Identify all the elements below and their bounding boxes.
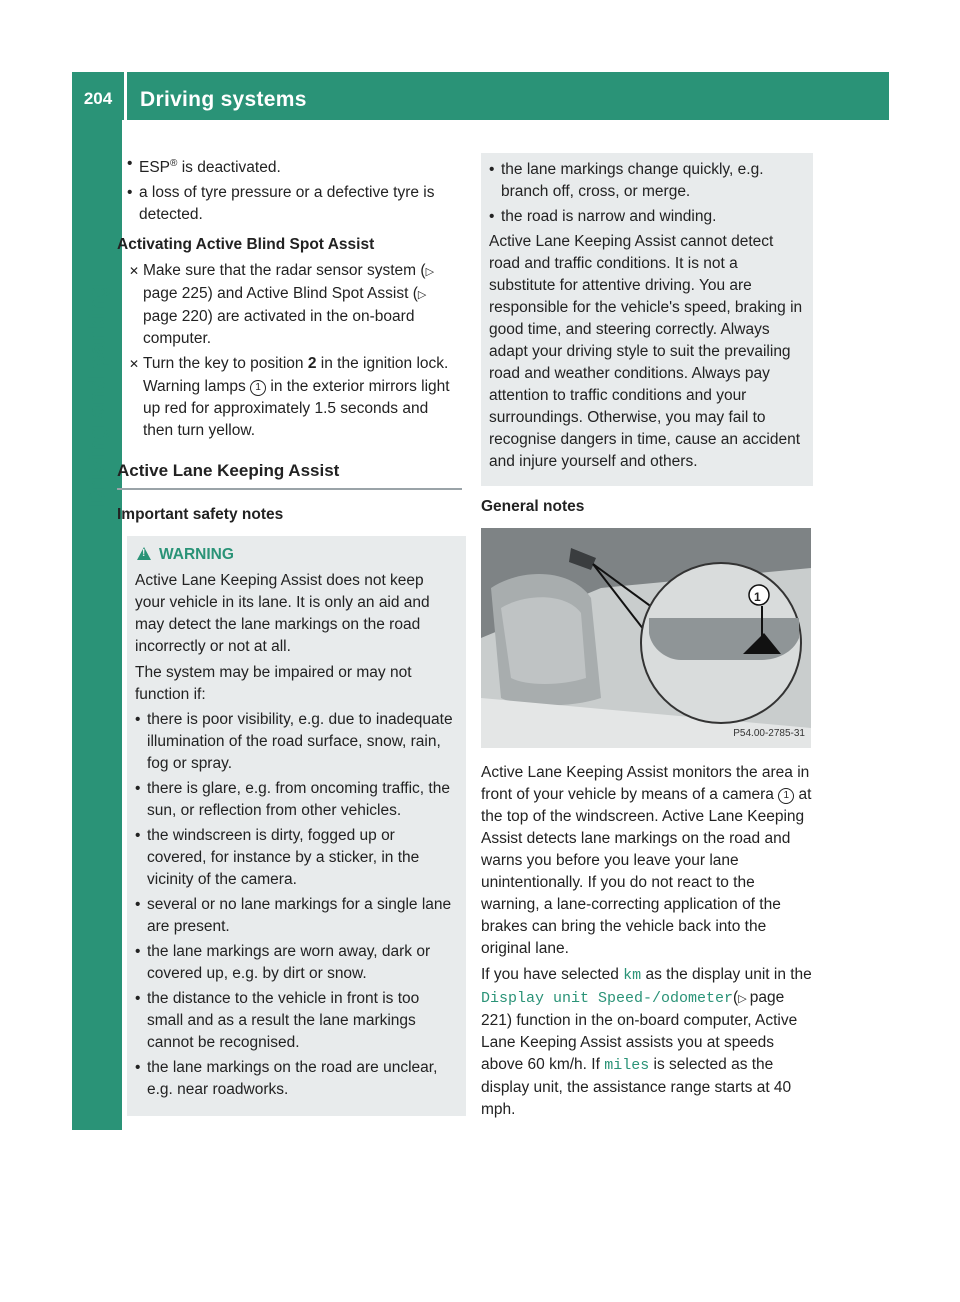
menu-display-unit: Display unit Speed-/odometer xyxy=(481,990,734,1007)
step-item xyxy=(117,353,462,375)
warning-paragraph: Active Lane Keeping Assist does not keep your vehicle in its lane. It is only an aid and may detect the lane markings on the road incorrectly or not at all. xyxy=(135,572,430,656)
box-paragraph: Active Lane Keeping Assist cannot detect road and traffic conditions. It is not a substitute for attentive driving. You are responsible for the vehicle's speed, braking in good time, and steering correctly. Always adapt your driving style to suit the prevailing road and weather conditions. Always pay attention to traffic conditions and your surroundings. Otherwise, you may fail to recognise dangers in time, cause an accident and injure yourself and others. xyxy=(489,233,803,470)
list-item xyxy=(135,988,458,1054)
page-ref-arrow-icon: ▷ xyxy=(738,993,750,1005)
list-item xyxy=(135,1057,458,1101)
bullet-dot: • xyxy=(135,827,141,845)
paragraph-text: Active Lane Keeping Assist monitors the area in front of your vehicle by means of a camera xyxy=(481,764,810,803)
side-tab-label: Driving and parking xyxy=(83,283,110,507)
bullet-text: ESP xyxy=(139,159,171,177)
paragraph-text: is selected as the display unit, the assistance range starts at 40 mph. xyxy=(481,1056,792,1118)
registered-mark: ® xyxy=(170,158,178,169)
paragraph-text: page 221) function in the on-board computer, Active Lane Keeping Assist assists you at speeds above 60 km/h. If xyxy=(481,989,798,1073)
general-paragraph xyxy=(481,762,813,960)
left-column xyxy=(117,153,462,1116)
camera-location-figure xyxy=(481,528,811,748)
header-divider xyxy=(124,72,127,120)
bullet-text: the lane markings on the road are unclear, e.g. near roadworks. xyxy=(147,1059,438,1099)
bullet-dot: • xyxy=(135,896,141,914)
warning-paragraph: The system may be impaired or may not function if: xyxy=(135,664,412,704)
right-column xyxy=(481,153,813,1124)
list-item xyxy=(127,182,462,226)
paragraph-text: as the display unit in the xyxy=(641,966,812,983)
display-unit-paragraph xyxy=(481,964,813,1121)
bullet-dot: • xyxy=(135,943,141,961)
list-item xyxy=(135,778,458,822)
list-item xyxy=(489,206,805,228)
note-text: in the exterior mirrors light up red for approximately 1.5 seconds and then turn yellow. xyxy=(143,378,450,440)
side-tab xyxy=(72,120,122,1130)
figure-caption: P54.00-2785-31 xyxy=(733,728,805,739)
warning-icon xyxy=(137,547,151,560)
list-item xyxy=(135,941,458,985)
bullet-dot: • xyxy=(127,155,133,172)
bullet-dot: • xyxy=(135,711,141,729)
step-note xyxy=(117,376,462,442)
step-text: page 220) are activated in the on-board computer. xyxy=(143,308,415,348)
unit-km: km xyxy=(623,967,642,984)
bullet-text: there is glare, e.g. from oncoming traffic, the sun, or reflection from other vehicles. xyxy=(147,780,450,820)
bullet-text: there is poor visibility, e.g. due to inadequate illumination of the road surface, snow, rain, fog or spray. xyxy=(147,711,453,773)
key-position: 2 xyxy=(307,355,317,373)
bullet-text: several or no lane markings for a single lane are present. xyxy=(147,896,452,936)
warning-title xyxy=(135,544,458,566)
bullet-text: the road is narrow and winding. xyxy=(501,208,717,225)
bullet-dot: • xyxy=(489,208,495,225)
callout-marker: 1 xyxy=(778,788,794,804)
list-item xyxy=(489,159,805,203)
bullet-text: is deactivated. xyxy=(177,159,281,177)
step-arrow-icon: ✕ xyxy=(129,357,140,372)
step-item xyxy=(117,260,462,350)
unit-miles: miles xyxy=(604,1057,650,1074)
page-number: 204 xyxy=(83,89,113,108)
bullet-dot: • xyxy=(135,1059,141,1077)
paragraph-text: If you have selected xyxy=(481,966,624,983)
warning-box xyxy=(127,536,466,1116)
list-item xyxy=(127,153,462,179)
subheading: Important safety notes xyxy=(117,506,284,524)
note-text: Warning lamps xyxy=(143,378,251,396)
callout-marker: 1 xyxy=(250,380,266,396)
bullet-dot: • xyxy=(135,780,141,798)
warning-continued-box xyxy=(481,153,813,486)
section-title: Driving systems xyxy=(140,88,307,111)
paragraph-text: at the top of the windscreen. Active Lane Keeping Assist detects lane markings on the road and warns you before you leave your lane unintentionally. If you do not react to the warning, a lane-correcting application of the brakes can bring the vehicle back into the original lane. xyxy=(481,786,812,957)
figure-callout-1: 1 xyxy=(754,590,761,604)
step-arrow-icon: ✕ xyxy=(129,264,140,279)
step-text: Turn the key to position xyxy=(143,355,308,373)
step-text: Make sure that the radar sensor system ( xyxy=(143,262,426,280)
page-ref-arrow-icon: ▷ xyxy=(425,266,435,279)
bullet-text: the windscreen is dirty, fogged up or covered, for instance by a sticker, in the vicinity of the camera. xyxy=(147,827,420,889)
bullet-dot: • xyxy=(127,184,133,202)
bullet-text: the distance to the vehicle in front is too small and as a result the lane markings cannot be recognised. xyxy=(147,990,420,1052)
step-text: in the ignition lock. xyxy=(316,355,449,373)
bullet-text: the lane markings are worn away, dark or covered up, e.g. by dirt or snow. xyxy=(147,943,431,983)
page-ref-arrow-icon: ▷ xyxy=(417,289,427,302)
list-item xyxy=(135,709,458,775)
bullet-dot: • xyxy=(135,990,141,1008)
paragraph-text: ( xyxy=(733,989,739,1006)
list-item xyxy=(135,894,458,938)
bullet-text: a loss of tyre pressure or a defective tyre is detected. xyxy=(139,184,435,224)
vehicle-interior-illustration xyxy=(481,528,811,748)
list-item xyxy=(135,825,458,891)
section-heading: Active Lane Keeping Assist xyxy=(117,460,462,490)
warning-title-text: WARNING xyxy=(159,546,234,564)
bullet-dot: • xyxy=(489,161,495,178)
step-text: page 225) and Active Blind Spot Assist ( xyxy=(143,285,418,303)
general-notes-heading: General notes xyxy=(481,498,585,515)
bullet-text: the lane markings change quickly, e.g. branch off, cross, or merge. xyxy=(501,161,764,200)
activating-heading: Activating Active Blind Spot Assist xyxy=(117,236,375,254)
